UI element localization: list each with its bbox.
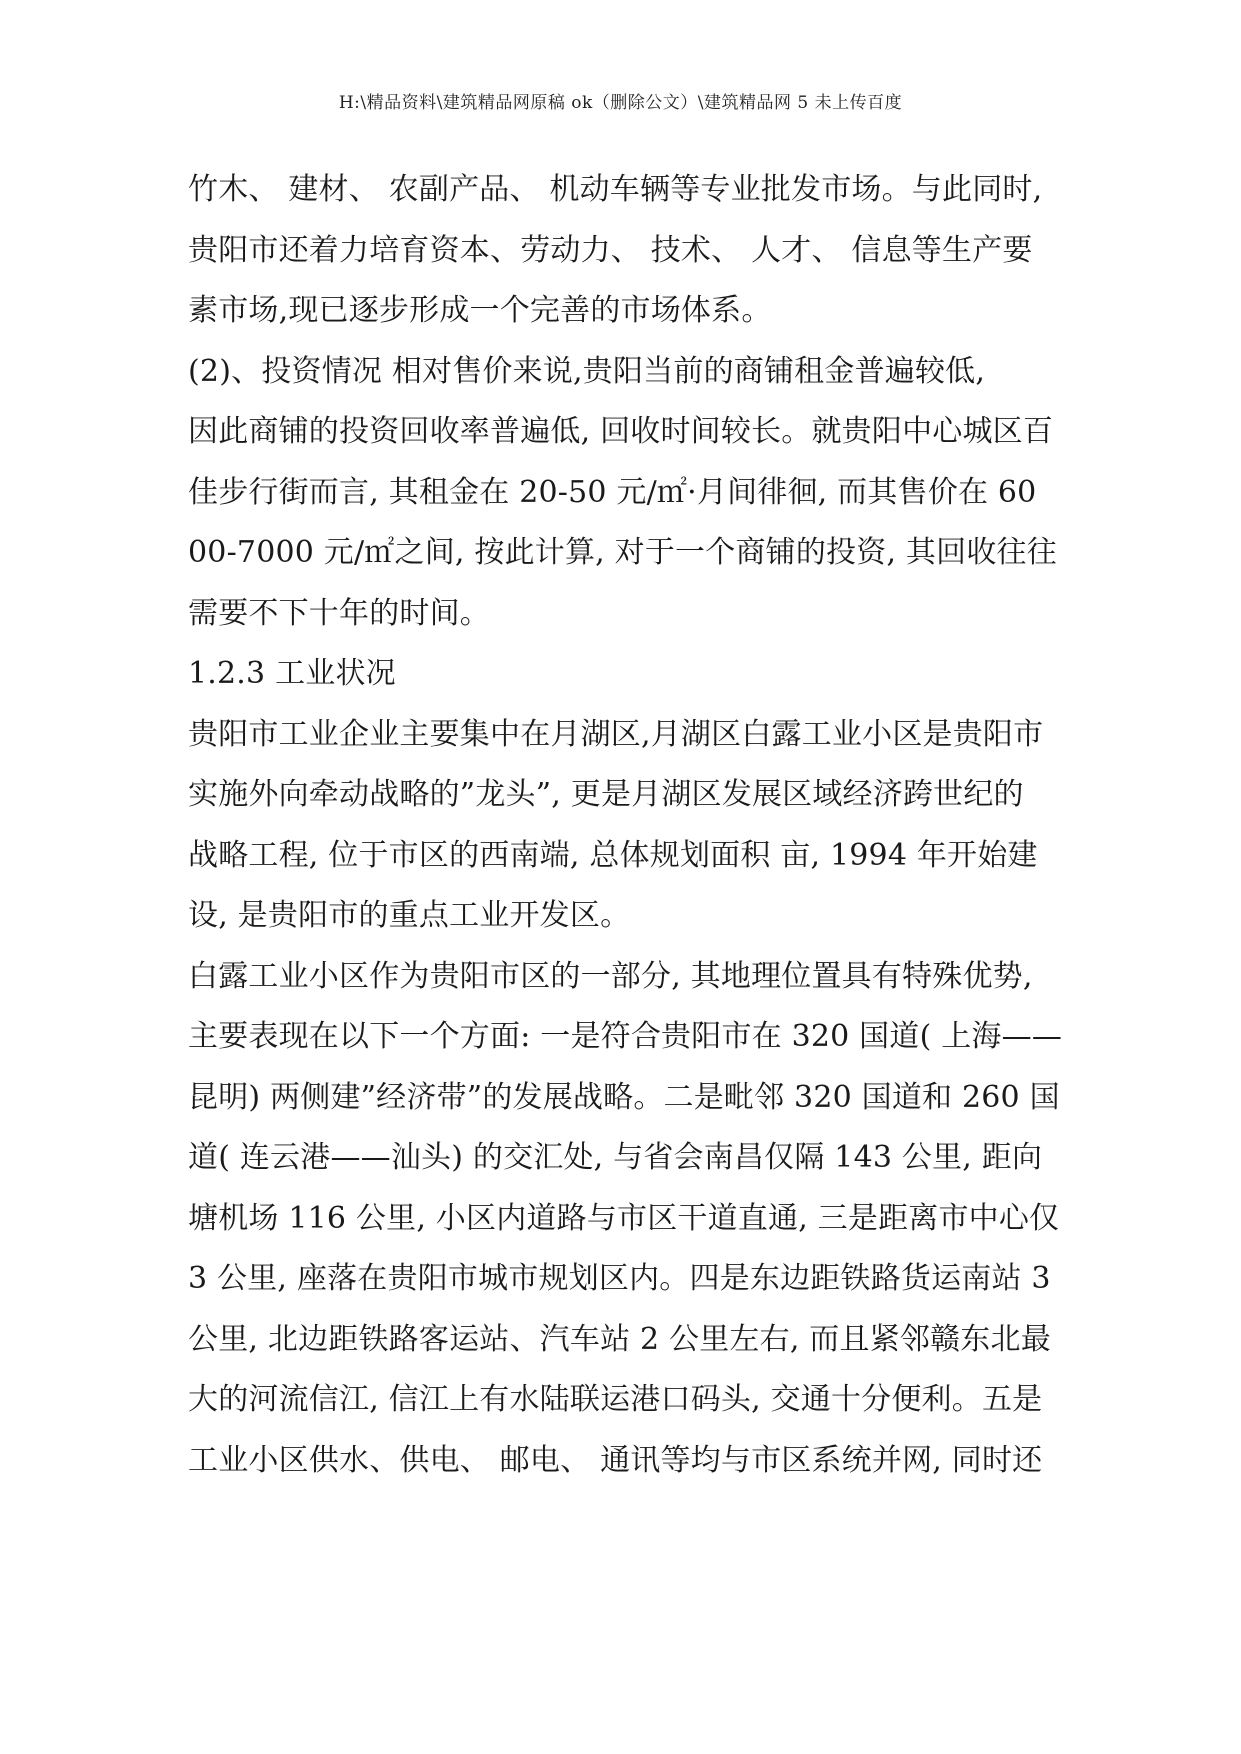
text-line: 主要表现在以下一个方面: 一是符合贵阳市在 320 国道( 上海—— <box>188 1019 1063 1054</box>
text-line: 贵阳市工业企业主要集中在月湖区,月湖区白露工业小区是贵阳市 <box>188 716 1044 752</box>
text-line: 战略工程, 位于市区的西南端, 总体规划面积 亩, 1994 年开始建 <box>188 837 1038 873</box>
text-line: 工业小区供水、供电、 邮电、 通讯等均与市区系统并网, 同时还 <box>188 1442 1043 1478</box>
text-line: 公里, 北边距铁路客运站、汽车站 2 公里左右, 而且紧邻赣东北最 <box>188 1321 1051 1357</box>
text-line: 塘机场 116 公里, 小区内道路与市区干道直通, 三是距离市中心仅 <box>188 1200 1060 1236</box>
text-line: 竹木、 建材、 农副产品、 机动车辆等专业批发市场。与此同时, <box>188 172 1043 207</box>
page-header-path: H:\精品资料\建筑精品网原稿 ok（删除公文）\建筑精品网 5 未上传百度 <box>338 93 903 113</box>
text-line: 素市场,现已逐步形成一个完善的市场体系。 <box>188 293 772 328</box>
text-line: 00-7000 元/㎡之间, 按此计算, 对于一个商铺的投资, 其回收往往 <box>188 535 1057 570</box>
text-line: 3 公里, 座落在贵阳市城市规划区内。四是东边距铁路货运南站 3 <box>188 1261 1051 1296</box>
text-line: 贵阳市还着力培育资本、劳动力、 技术、 人才、 信息等生产要 <box>188 232 1033 268</box>
text-line: 因此商铺的投资回收率普遍低, 回收时间较长。就贵阳中心城区百 <box>188 414 1054 449</box>
section-heading: 1.2.3 工业状况 <box>188 656 396 691</box>
text-line: 设, 是贵阳市的重点工业开发区。 <box>188 898 631 933</box>
text-line: 实施外向牵动战略的”龙头”, 更是月湖区发展区域经济跨世纪的 <box>188 777 1024 812</box>
text-line: 昆明) 两侧建”经济带”的发展战略。二是毗邻 320 国道和 260 国 <box>188 1079 1060 1115</box>
text-line: 需要不下十年的时间。 <box>188 595 490 631</box>
body-text <box>188 160 1068 1491</box>
text-line: 道( 连云港——汕头) 的交汇处, 与省会南昌仅隔 143 公里, 距向 <box>188 1140 1043 1175</box>
text-line: 大的河流信江, 信江上有水陆联运港口码头, 交通十分便利。五是 <box>188 1382 1043 1417</box>
text-line: 白露工业小区作为贵阳市区的一部分, 其地理位置具有特殊优势, <box>188 958 1033 994</box>
text-line: (2)、投资情况 相对售价来说,贵阳当前的商铺租金普遍较低, <box>188 353 986 389</box>
text-line: 佳步行街而言, 其租金在 20-50 元/㎡·月间徘徊, 而其售价在 60 <box>188 474 1037 510</box>
